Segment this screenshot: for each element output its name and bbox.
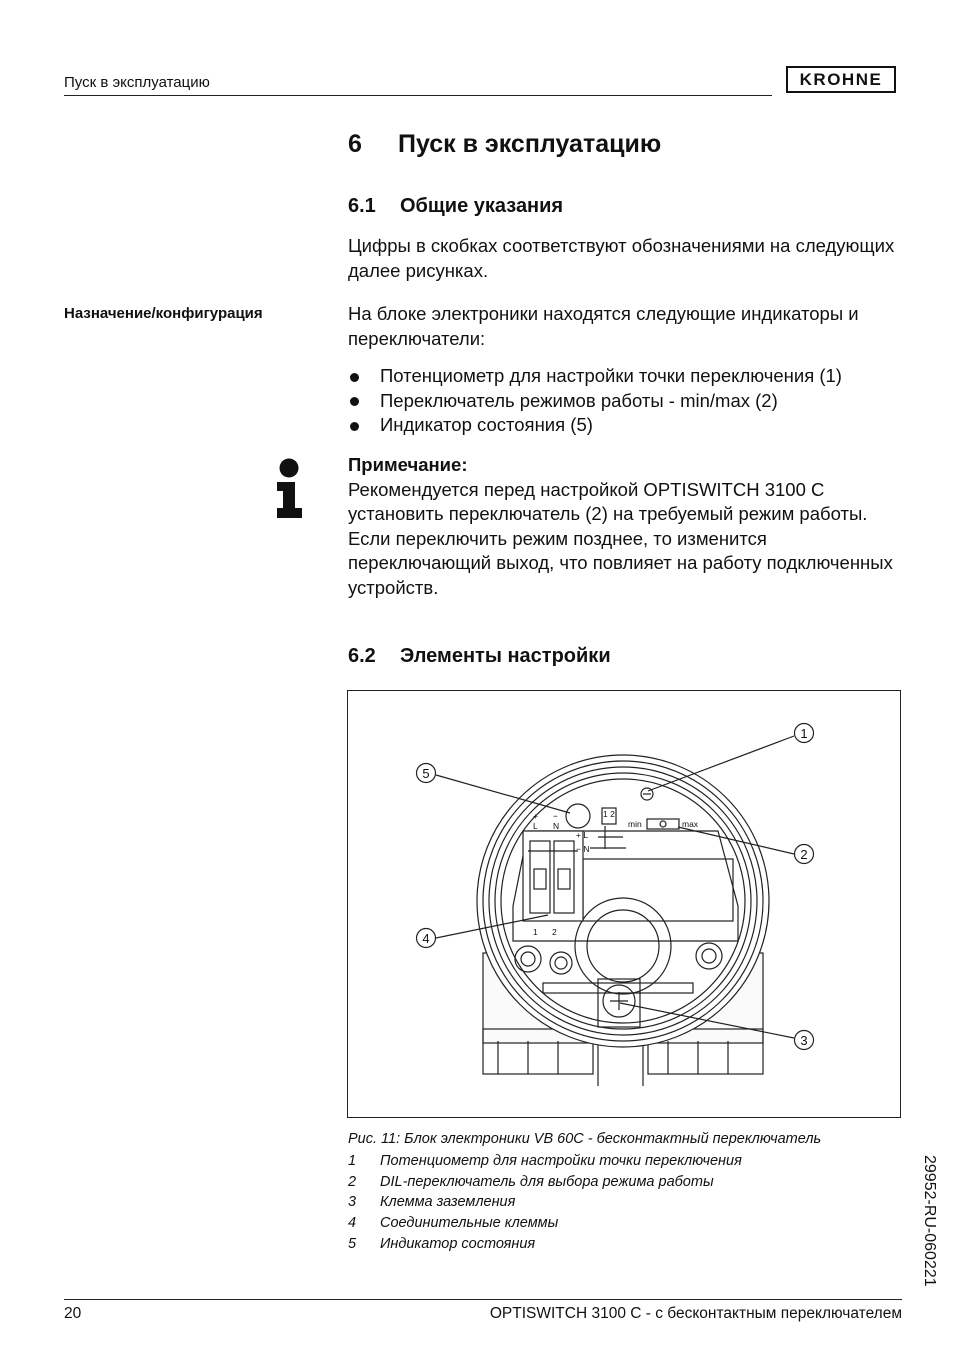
label-min: min (628, 819, 642, 829)
list-item: Индикатор состояния (5) (348, 413, 904, 438)
terminal-label-2: 2 (552, 927, 557, 937)
intro-paragraph: Цифры в скобках соответствуют обозначениями на следующих далее рисунках. (348, 235, 895, 281)
info-icon (273, 458, 307, 520)
label-plus-l: + L (576, 830, 589, 840)
figure-legend (348, 1151, 742, 1255)
note-text: Рекомендуется перед настройкой OPTISWITCH 3100 C установить переключатель (2) на требуемый режим работы. Если переключить режим позднее, то изменится переключающий выход, что повлияет на работу подключенных устройств. (348, 478, 893, 598)
note-block (348, 453, 904, 600)
subsection-title: Общие указания (400, 195, 564, 217)
section-number: 6 (348, 130, 362, 158)
subsection-number: 6.1 (348, 195, 376, 217)
electronics-block-drawing (348, 691, 900, 1117)
label-max: max (682, 819, 699, 829)
config-paragraph: На блоке электроники находятся следующие индикаторы и переключатели: (348, 303, 859, 349)
label-l: L (533, 821, 538, 831)
margin-label: Назначение/конфигурация (64, 305, 263, 322)
header-rule (64, 95, 772, 96)
callout-5: 5 (422, 766, 430, 781)
running-header: Пуск в эксплуатацию (64, 74, 210, 91)
label-minus-n: − N (576, 844, 590, 854)
subsection-heading-2 (348, 645, 611, 668)
list-item: 5 Индикатор состояния (348, 1235, 536, 1252)
note-title: Примечание: (348, 454, 468, 475)
subsection-number: 6.2 (348, 645, 376, 667)
section-heading (348, 130, 661, 159)
list-item: 1 Потенциометр для настройки точки переключения (348, 1153, 742, 1169)
terminal-label-1: 1 (533, 927, 538, 937)
list-item: Потенциометр для настройки точки переключения (1) (348, 364, 904, 389)
footer-rule (64, 1299, 902, 1300)
footer-title: OPTISWITCH 3100 C - с бесконтактным переключателем (489, 1305, 902, 1322)
label-dil: 1 2 (603, 809, 615, 819)
list-item: 4 Соединительные клеммы (348, 1215, 559, 1232)
figure-caption: Рис. 11: Блок электроники VB 60C - бесконтактный переключатель (348, 1131, 822, 1147)
list-item: 3 Клемма заземления (348, 1194, 516, 1211)
callout-3: 3 (800, 1033, 808, 1048)
callout-4: 4 (422, 931, 430, 946)
subsection-heading-1 (348, 195, 563, 218)
section-title: Пуск в эксплуатацию (398, 130, 662, 158)
document-code: 29952-RU-060221 (921, 1155, 938, 1287)
subsection-title: Элементы настройки (400, 645, 611, 667)
indicator-list (348, 364, 904, 438)
label-minus: − (553, 811, 558, 821)
callout-2: 2 (800, 847, 808, 862)
label-plus: + (533, 811, 538, 821)
figure-frame (347, 690, 901, 1118)
list-item: Переключатель режимов работы - min/max (2) (348, 389, 904, 414)
callout-1: 1 (800, 726, 808, 741)
krohne-logo: KROHNE (786, 66, 896, 93)
label-n: N (553, 821, 560, 831)
list-item: 2 DIL-переключатель для выбора режима работы (348, 1173, 714, 1190)
page-number: 20 (64, 1305, 82, 1322)
